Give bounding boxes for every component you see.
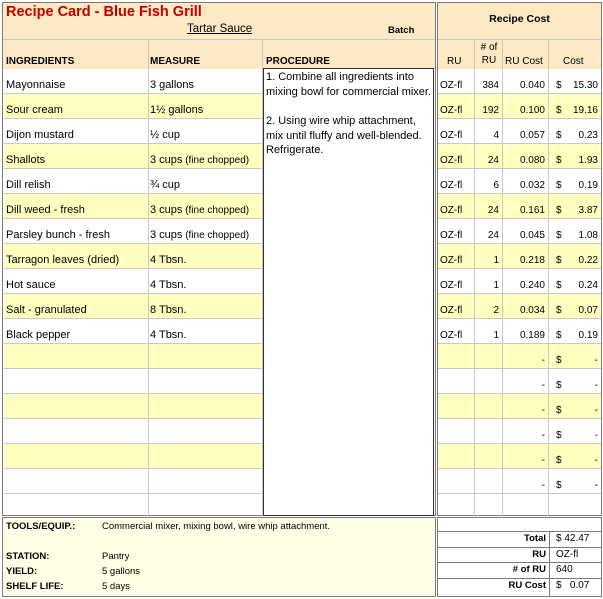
ingredient-name: Parsley bunch - fresh <box>6 229 110 241</box>
row-ru-cost: 0.218 <box>519 255 545 266</box>
cost-row <box>438 469 601 494</box>
tools-value: Commercial mixer, mixing bowl, wire whip attachment. <box>102 521 331 532</box>
num-col-line <box>502 40 503 516</box>
row-cost: 0.23 <box>578 130 598 141</box>
row-currency: $ <box>556 280 562 291</box>
total-row-line <box>438 578 601 579</box>
ingredient-measure: ½ cup <box>150 129 180 141</box>
row-num-ru: 24 <box>487 155 499 166</box>
col-measure: MEASURE <box>150 56 201 67</box>
row-ru-cost: 0.161 <box>519 205 545 216</box>
row-num-ru: 24 <box>487 230 499 241</box>
ingredient-name: Sour cream <box>6 104 63 116</box>
cost-row <box>438 219 601 244</box>
ingredient-measure: 4 Tbsn. <box>150 329 187 341</box>
row-currency: $ <box>556 230 562 241</box>
row-cost: - <box>594 455 598 466</box>
row-currency: $ <box>556 455 562 466</box>
header-divider <box>3 39 435 40</box>
ingredient-name: Mayonnaise <box>6 79 66 91</box>
col-ru: RU <box>447 56 462 67</box>
row-ru: OZ-fl <box>440 180 463 191</box>
measure-note: (fine chopped) <box>182 205 250 216</box>
recipe-name: Tartar Sauce <box>187 23 253 35</box>
ingredient-name: Hot sauce <box>6 279 56 291</box>
row-cost: - <box>594 480 598 491</box>
row-ru-cost: 0.189 <box>519 330 545 341</box>
row-cost: - <box>594 355 598 366</box>
cost-row <box>438 169 601 194</box>
shelf-life-value: 5 days <box>102 581 130 592</box>
row-currency: $ <box>556 180 562 191</box>
ingredient-measure: 4 Tbsn. <box>150 279 187 291</box>
row-num-ru: 24 <box>487 205 499 216</box>
row-currency: $ <box>556 355 562 366</box>
ingredient-measure: 8 Tbsn. <box>150 304 187 316</box>
yield-value: 5 gallons <box>102 566 141 577</box>
cost-header-divider <box>438 39 601 40</box>
total-row-line <box>438 531 601 532</box>
total-value: 640 <box>556 564 573 575</box>
row-currency: $ <box>556 330 562 341</box>
row-ru-cost: - <box>541 355 545 366</box>
row-ru-cost: - <box>541 380 545 391</box>
cost-row <box>438 269 601 294</box>
cost-row <box>438 244 601 269</box>
cost-row <box>438 369 601 394</box>
row-cost: 0.19 <box>578 180 598 191</box>
ingredient-measure: 4 Tbsn. <box>150 254 187 266</box>
batch-label: Batch <box>388 25 415 36</box>
total-row-line <box>438 547 601 548</box>
row-ru: OZ-fl <box>440 305 463 316</box>
col-ingredients: INGREDIENTS <box>6 56 75 67</box>
ru-col-line <box>474 40 475 516</box>
row-ru-cost: - <box>541 480 545 491</box>
ingredient-measure: 1½ gallons <box>150 104 204 116</box>
row-cost: 0.24 <box>578 280 598 291</box>
ingredient-name: Salt - granulated <box>6 304 87 316</box>
row-ru-cost: - <box>541 455 545 466</box>
row-ru-cost: 0.080 <box>519 155 545 166</box>
row-num-ru: 1 <box>493 280 499 291</box>
total-value: $ 0.07 <box>556 579 590 591</box>
cost-row <box>438 194 601 219</box>
cost-row <box>438 394 601 419</box>
row-num-ru: 384 <box>482 80 499 91</box>
row-ru-cost: - <box>541 405 545 416</box>
col-cost: Cost <box>563 56 584 67</box>
total-row-line <box>438 562 601 563</box>
procedure-step-2: 2. Using wire whip attachment, mix until fluffy and well-blended. Refrigerate. <box>266 115 422 156</box>
ingredient-name: Dill weed - fresh <box>6 204 85 216</box>
row-ru: OZ-fl <box>440 255 463 266</box>
row-num-ru: 192 <box>482 105 499 116</box>
cost-row <box>438 69 601 94</box>
rucost-col-line <box>548 40 549 516</box>
row-num-ru: 1 <box>493 255 499 266</box>
row-ru-cost: 0.040 <box>519 80 545 91</box>
card-title: Recipe Card - Blue Fish Grill <box>6 4 202 20</box>
ingredient-name: Dill relish <box>6 179 51 191</box>
row-currency: $ <box>556 255 562 266</box>
total-label: RU <box>532 548 546 560</box>
row-cost: 0.19 <box>578 330 598 341</box>
row-ru-cost: 0.240 <box>519 280 545 291</box>
total-value: $ 42.47 <box>556 533 590 544</box>
row-cost: 19.16 <box>572 105 598 116</box>
row-ru: OZ-fl <box>440 205 463 216</box>
row-currency: $ <box>556 205 562 216</box>
col-num-ru-2: RU <box>481 55 497 66</box>
cost-row <box>438 94 601 119</box>
col-procedure: PROCEDURE <box>266 56 330 67</box>
total-label: RU Cost <box>508 579 546 591</box>
measure-note: (fine chopped) <box>182 155 250 166</box>
row-currency: $ <box>556 130 562 141</box>
row-ru: OZ-fl <box>440 280 463 291</box>
row-ru-cost: 0.100 <box>519 105 545 116</box>
shelf-life-label: SHELF LIFE: <box>6 581 64 592</box>
row-cost: 1.08 <box>578 230 598 241</box>
row-num-ru: 2 <box>493 305 499 316</box>
row-num-ru: 4 <box>493 130 499 141</box>
row-cost: - <box>594 405 598 416</box>
row-cost: 3.87 <box>578 205 598 216</box>
totals-divider <box>549 531 550 596</box>
total-label: # of RU <box>512 564 546 575</box>
row-currency: $ <box>556 380 562 391</box>
col-num-ru-1: # of <box>480 42 498 53</box>
row-currency: $ <box>556 155 562 166</box>
row-currency: $ <box>556 480 562 491</box>
cost-row <box>438 444 601 469</box>
row-ru-cost: 0.057 <box>519 130 545 141</box>
cost-row <box>438 144 601 169</box>
row-cost: 0.07 <box>578 305 598 316</box>
measure-note: (fine chopped) <box>182 230 250 241</box>
row-ru: OZ-fl <box>440 105 463 116</box>
row-ru-cost: 0.032 <box>519 180 545 191</box>
station-label: STATION: <box>6 551 50 562</box>
tools-label: TOOLS/EQUIP.: <box>6 521 76 532</box>
row-currency: $ <box>556 105 562 116</box>
row-currency: $ <box>556 80 562 91</box>
row-ru: OZ-fl <box>440 330 463 341</box>
row-cost: - <box>594 430 598 441</box>
ingredient-name: Tarragon leaves (dried) <box>6 254 120 266</box>
row-ru: OZ-fl <box>440 130 463 141</box>
row-ru-cost: - <box>541 430 545 441</box>
station-value: Pantry <box>102 551 130 562</box>
col-ru-cost: RU Cost <box>505 56 543 67</box>
row-num-ru: 6 <box>493 180 499 191</box>
cost-row <box>438 294 601 319</box>
row-ru-cost: 0.045 <box>519 230 545 241</box>
row-num-ru: 1 <box>493 330 499 341</box>
ingredient-measure: 3 cups (fine chopped) <box>150 204 250 216</box>
cost-row <box>438 419 601 444</box>
row-ru: OZ-fl <box>440 80 463 91</box>
ingredient-measure: ¾ cup <box>150 179 180 191</box>
row-cost: - <box>594 380 598 391</box>
row-cost: 1.93 <box>578 155 598 166</box>
row-currency: $ <box>556 430 562 441</box>
total-value: OZ-fl <box>556 548 579 560</box>
ingredient-name: Shallots <box>6 154 46 166</box>
ingredient-measure: 3 cups (fine chopped) <box>150 154 250 166</box>
ingredient-name: Black pepper <box>6 329 71 341</box>
row-ru: OZ-fl <box>440 230 463 241</box>
yield-label: YIELD: <box>6 566 38 577</box>
ingredient-name: Dijon mustard <box>6 129 74 141</box>
recipe-cost-title: Recipe Cost <box>489 13 550 25</box>
cost-row <box>438 119 601 144</box>
row-cost: 15.30 <box>572 80 598 91</box>
measure-col-line <box>148 40 149 516</box>
cost-row <box>438 319 601 344</box>
row-cost: 0.22 <box>578 255 598 266</box>
cost-row <box>438 344 601 369</box>
row-currency: $ <box>556 405 562 416</box>
ingredient-measure: 3 gallons <box>150 79 195 91</box>
row-ru: OZ-fl <box>440 155 463 166</box>
total-label: Total <box>524 533 546 544</box>
row-currency: $ <box>556 305 562 316</box>
row-ru-cost: 0.034 <box>519 305 545 316</box>
procedure-text <box>266 70 432 173</box>
procedure-step-1: 1. Combine all ingredients into mixing bowl for commercial mixer. <box>266 71 432 98</box>
ingredient-measure: 3 cups (fine chopped) <box>150 229 250 241</box>
